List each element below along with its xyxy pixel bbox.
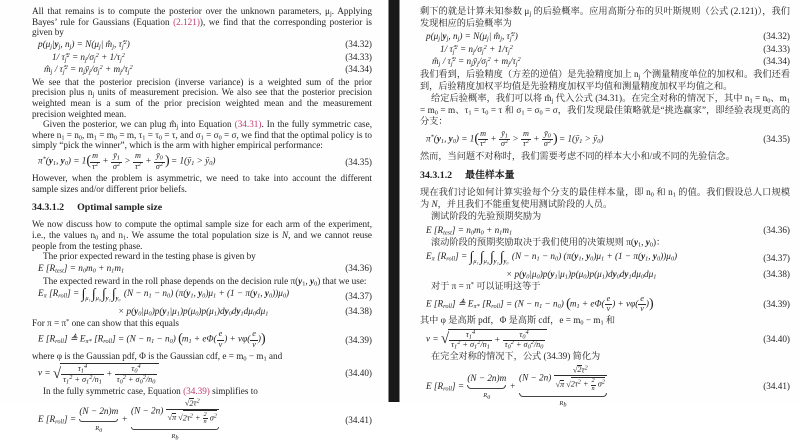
section-title: 最佳样本量 <box>465 170 515 182</box>
equation-body: $p(\mu_j|y_j$, $n_j) = N(\mu_j|$ $m̂_j$, $\taû_j^2$) <box>426 31 518 43</box>
paragraph-prior-reward: 测试阶段的先验预期奖励为 <box>431 211 542 222</box>
paragraph-precision: We see that the posterior precision (inverse variance) is a weighted sum of the prior precision plus $n_j$ units of measurement precision. We also see that the posterior precision weighted mean is a sum of the prior precision weighted mean and the measurement precision weighted mean. <box>32 76 372 119</box>
equation-body: × $p(y_0|\mu_0)p(y_1|\mu_1)p(\mu_0)p(\mu_1)dy_0dy_1d\mu_0d\mu_1$ <box>118 305 269 318</box>
paragraph-gaussian-defs: 其中 φ 是高斯 pdf，Φ 是高斯 cdf，$e = m_0 - m_1$ 和 <box>420 315 616 327</box>
equation-34-37 <box>420 251 790 268</box>
equation-body: $E_\pi$ $[R_{roll}] = \int_{\mu_1}\int_{\mu_0}\int_{y_1}\int_{y_0}$ $(N - n_1 - n_0)$ ($\pi(y_1$, $y_0)\mu_1 + (1 - \pi(y_1$, $y_0))\mu_0$) <box>426 249 678 266</box>
equation-number: (34.38) <box>763 268 790 279</box>
equation-34-39 <box>32 330 372 349</box>
equation-body: E $[R_{roll}]$ = (N − 2n)m $R_a$ + (N − 2n) $√2\tau^2$ √π $√2\tau^2$ + $\frac{2}{n}$ $\sigma^2$ $R_b$ <box>426 364 605 409</box>
equation-number: (34.36) <box>763 224 790 235</box>
equation-34-34 <box>32 64 372 75</box>
paragraph-simplifies: 在完全对称的情况下，公式 (34.39) 简化为 <box>431 351 601 362</box>
equation-number: (34.39) <box>345 334 372 345</box>
paragraph-plugin: Given the posterior, we can plug $m̂_j$ into Equation (34.31). In the fully symmetric case, where $n_1 = n_0$, $m_1 = m_0 = m$, $\tau_1 = \tau_0 = \tau$, and $\sigma_1 = \sigma_0 = \sigma$, we find that the optimal policy is to simply “pick the winner”, which is the arm with higher empirical performance: <box>32 119 373 151</box>
equation-body: E $[R_{test}] = n_0m_0 + n_1m_1$ <box>38 263 125 275</box>
equation-number: (34.38) <box>345 305 372 316</box>
equation-number: (34.39) <box>763 298 790 309</box>
equation-body: E $[R_{roll}]$ = (N − 2n)m $R_a$ + (N − 2n) $√2\tau^2$ √π $√2\tau^2$ + $\frac{2}{n}$ $\sigma^2$ $R_b$ <box>38 397 217 442</box>
paragraph-gaussian-defs: where φ is the Gaussian pdf, Φ is the Gaussian cdf, $e = m_0 - m_1$ and <box>32 351 283 363</box>
equation-34-33 <box>32 52 372 63</box>
equation-body: $\pi^*(y_1$, $y_0) = 1$( $\frac{m}{\tau^2}$ + $\frac{ȳ_1}{\sigma^2}$ > $\frac{m}{\tau^2}$ + $\frac{ȳ_0}{\sigma^2}$ ) = $1(ȳ_1$ > $ȳ_0$) <box>426 128 604 149</box>
equation-34-40 <box>32 363 372 384</box>
equation-body: v = √ $\frac{\tau_1^4}{\tau_1^2 + \sigma_1^2/n_1}$ + $\frac{\tau_0^4}{\tau_0^2 + \sigma_0^2/n_0}$ <box>420 329 750 350</box>
equation-34-41 <box>420 365 790 409</box>
equation-34-34 <box>420 56 790 67</box>
page-gutter <box>388 0 400 402</box>
equation-34-37 <box>32 288 372 305</box>
equation-34-36 <box>32 263 372 274</box>
equation-number: (34.35) <box>345 156 372 167</box>
equation-34-38 <box>32 306 372 317</box>
section-heading <box>32 202 372 213</box>
paragraph-pi-star: 对于 π = π* 可以证明这等于 <box>431 280 541 292</box>
paragraph-intro: All that remains is to compute the posterior over the unknown parameters, $\mu_j$. Applying Bayes’ rule for Gaussians (Equation (2.121)), we find that the corresponding posterior is given by <box>32 6 372 38</box>
paragraph-roll-reward: The expected reward in the roll phase depends on the decision rule $\pi(y_1$, $y_0$) that we use: <box>43 275 367 288</box>
eq-ref-link[interactable]: (34.31) <box>234 119 262 130</box>
equation-number: (34.37) <box>763 253 790 264</box>
paragraph-precision: 我们看到，后验精度（方差的逆值）是先验精度加上 $n_j$ 个测量精度单位的加权和。我们还看到，后验精度加权平均值是先验精度加权平均值和测量精度加权平均值之和。 <box>420 68 791 91</box>
equation-body: $\pi^*(y_1$, $y_0) = 1$( $\frac{m}{\tau^2}$ + $\frac{ȳ_1}{\sigma^2}$ > $\frac{m}{\tau^2}$ + $\frac{ȳ_0}{\sigma^2}$ ) = $1(ȳ_1$ > $ȳ_0$) <box>38 151 216 172</box>
paragraph-simplifies: In the fully symmetric case, Equation (34.39) simplifies to <box>43 385 258 396</box>
equation-34-39 <box>420 295 790 314</box>
paragraph-asymmetric: 然而，当问题不对称时，我们需要考虑不同的样本大小和/或不同的先验信念。 <box>420 150 735 161</box>
page-right-content <box>400 0 800 409</box>
equation-34-38 <box>420 269 790 280</box>
paragraph-intro: 剩下的就是计算未知参数 $\mu_j$ 的后验概率。应用高斯分布的贝叶斯规则（公式 (2.121)），我们发现相应的后验概率为 <box>420 6 790 28</box>
paragraph-asymmetric: However, when the problem is asymmetric, we need to take into account the different sample sizes and/or different prior beliefs. <box>32 173 372 194</box>
equation-34-33 <box>420 44 790 55</box>
equation-34-40 <box>420 329 790 350</box>
eq-ref-link[interactable]: (34.39) <box>183 385 210 396</box>
equation-34-32 <box>420 31 790 42</box>
equation-body: v = √ $\frac{\tau_1^4}{\tau_1^2 + \sigma_1^2/n_1}$ + $\frac{\tau_0^4}{\tau_0^2 + \sigma_0^2/n_0}$ <box>32 363 332 384</box>
equation-body: $p(\mu_j|y_j$, $n_j) = N(\mu_j|$ $m̂_j$, $\taû_j^2$) <box>38 39 130 51</box>
section-heading <box>420 170 790 181</box>
equation-body: E $[R_{roll}]$ ≜ $E_{\pi*}$ $[R_{roll}] = (N - n_1 - n_0) (m_1 + e\Phi$( $\frac{e}{v}$ ) + vφ( $\frac{e}{v}$ )) <box>38 329 265 350</box>
section-title: Optimal sample size <box>77 202 163 214</box>
equation-body: $m̂_j$ / $\taû_j^2$ = $n_jȳ_j/\sigma_j^2 + m_j/\tau_j^2$ <box>432 56 521 68</box>
equation-body: $m̂_j$ / $\taû_j^2$ = $n_jȳ_j/\sigma_j^2 + m_j/\tau_j^2$ <box>44 64 133 76</box>
paragraph-prior-reward: The prior expected reward in the testing phase is given by <box>43 251 256 262</box>
paragraph-pi-star: For π = π* one can show that this equals <box>32 318 179 329</box>
paragraph-sample-size: 现在我们讨论如何计算实验每个分支的最佳样本量，即 $n_0$ 和 $n_1$ 的值。我们假设总人口规模为 N，并且我们不能重复使用测试阶段的人员。 <box>420 187 791 210</box>
equation-number: (34.41) <box>763 381 790 392</box>
paragraph-sample-size: We now discuss how to compute the optimal sample size for each arm of the experiment, i.e., the values $n_0$ and $n_1$. We assume the total population size is N, and we cannot reuse people from the testing phase. <box>32 219 372 251</box>
page-left-content <box>0 0 388 442</box>
equation-number: (34.40) <box>345 368 372 379</box>
equation-number: (34.36) <box>345 263 372 274</box>
equation-number: (34.35) <box>763 133 790 144</box>
equation-body: 1/ $\taû_j^2 = n_j/\sigma_j^2 + 1/\tau_j^2$ <box>440 43 513 56</box>
document-page-right <box>400 0 800 409</box>
equation-34-36 <box>420 225 790 236</box>
equation-body: $E_\pi$ $[R_{roll}] = \int_{\mu_1}\int_{\mu_0}\int_{y_1}\int_{y_0}$ $(N - n_1 - n_0)$ ($\pi(y_1$, $y_0)\mu_1 + (1 - \pi(y_1$, $y_0))\mu_0$) <box>38 286 290 303</box>
equation-34-32 <box>32 39 372 50</box>
paragraph-plugin: 给定后验概率，我们可以将 $m̂_j$ 代入公式 (34.31)。在完全对称的情况下，其中 $n_1 = n_0$、$m_1 = m_0 = m$、$\tau_1 = \tau_0 = \tau$ 和 $\sigma_1 = \sigma_0 = \sigma$，我们发现最佳策略就是“挑选赢家”，即经验表现更高的分支： <box>420 92 791 127</box>
equation-34-41 <box>32 398 372 442</box>
equation-number: (34.40) <box>763 333 790 344</box>
equation-body: E $[R_{test}] = n_0m_0 + n_1m_1$ <box>426 224 513 237</box>
equation-number: (34.33) <box>763 43 790 54</box>
equation-number: (34.32) <box>345 39 372 50</box>
section-number: 34.3.1.2 <box>420 170 453 182</box>
equation-number: (34.34) <box>763 56 790 67</box>
equation-34-35 <box>32 152 372 171</box>
equation-body: E $[R_{roll}]$ ≜ $E_{\pi*}$ $[R_{roll}] = (N - n_1 - n_0) (m_1 + e\Phi$( $\frac{e}{v}$ ) + vφ( $\frac{e}{v}$ )) <box>426 293 653 314</box>
equation-number: (34.41) <box>345 414 372 425</box>
eq-ref-link[interactable]: (2.121) <box>173 16 200 27</box>
equation-number: (34.37) <box>345 290 372 301</box>
equation-number: (34.33) <box>345 51 372 62</box>
equation-body: 1/ $\taû_j^2 = n_j/\sigma_j^2 + 1/\tau_j^2$ <box>52 51 125 64</box>
document-page-left <box>0 0 388 442</box>
equation-34-35 <box>420 130 790 149</box>
section-number: 34.3.1.2 <box>32 202 65 214</box>
equation-number: (34.34) <box>345 64 372 75</box>
equation-body: × $p(y_0|\mu_0)p(y_1|\mu_1)p(\mu_0)p(\mu_1)dy_0dy_1d\mu_0d\mu_1$ <box>506 268 657 281</box>
equation-number: (34.32) <box>763 31 790 42</box>
paragraph-roll-reward: 滚动阶段的预期奖励取决于我们使用的决策规则 $\pi(y_1$, $y_0$)： <box>431 237 666 249</box>
